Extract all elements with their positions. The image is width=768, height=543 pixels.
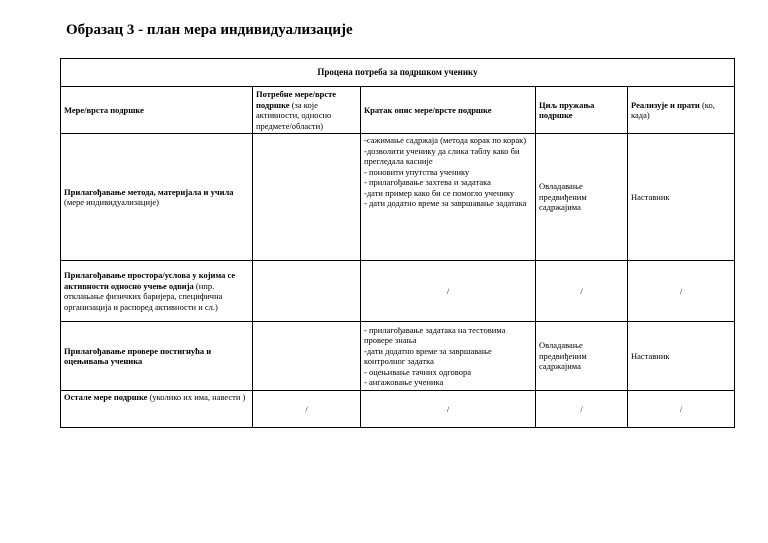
measure-cell: Прилагођавање метода, материјала и учила (мере индивидуализације) bbox=[61, 134, 253, 261]
needed-cell bbox=[253, 322, 361, 391]
header-needed-measures: Потребне мере/врсте подршке (за које активности, односно предмете/области) bbox=[253, 87, 361, 134]
responsible-cell: Наставник bbox=[628, 134, 735, 261]
responsible-cell: Наставник bbox=[628, 322, 735, 391]
needed-cell: / bbox=[253, 391, 361, 428]
responsible-cell: / bbox=[628, 391, 735, 428]
header-goal: Циљ пружања подршке bbox=[536, 87, 628, 134]
header-measures: Мере/врста подршке bbox=[61, 87, 253, 134]
description-cell: / bbox=[361, 261, 536, 322]
table-row bbox=[61, 261, 735, 322]
description-cell: / bbox=[361, 391, 536, 428]
goal-cell: / bbox=[536, 391, 628, 428]
description-cell: - прилагођавање задатака на тестовима провере знања -дати додатно време за завршавање контролног задатка - оцењивање тачних одговора - ангажовање ученика bbox=[361, 322, 536, 391]
table-row bbox=[61, 322, 735, 391]
needed-cell bbox=[253, 261, 361, 322]
table-row bbox=[61, 134, 735, 261]
needed-cell bbox=[253, 134, 361, 261]
goal-cell: Овладавање предвиђеним садржајима bbox=[536, 322, 628, 391]
description-cell: -сажимање садржаја (метода корак по корак) -дозволити ученику да слика таблу како би прегледала касније - поновити упутства ученику - прилагођавање захтева и задатака -дати пример како би се помогло ученику - дати додатно време за завршавање задатака bbox=[361, 134, 536, 261]
header-responsible: Реализује и прати (ко, када) bbox=[628, 87, 735, 134]
responsible-cell: / bbox=[628, 261, 735, 322]
table-banner: Процена потреба за подршком ученику bbox=[61, 59, 735, 87]
measure-cell: Остале мере подршке (уколико их има, навести ) bbox=[61, 391, 253, 428]
measure-cell: Прилагођавање простора/услова у којима се активности односно учење одвија (нпр. отклањање физичких баријера, специфична организација и распоред активности и сл.) bbox=[61, 261, 253, 322]
goal-cell: Овладавање предвиђеним садржајима bbox=[536, 134, 628, 261]
support-plan-table bbox=[60, 58, 735, 428]
document-title: Образац 3 - план мера индивидуализације bbox=[66, 22, 353, 38]
measure-cell: Прилагођавање провере постигнућа и оцењивања ученика bbox=[61, 322, 253, 391]
goal-cell: / bbox=[536, 261, 628, 322]
table-row bbox=[61, 391, 735, 428]
header-description: Кратак опис мере/врсте подршке bbox=[361, 87, 536, 134]
